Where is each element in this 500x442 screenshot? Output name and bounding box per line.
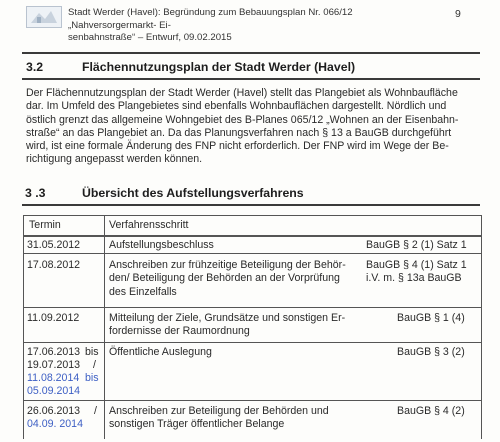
- header-line-2: senbahnstraße“ – Entwurf, 09.02.2015: [68, 32, 232, 43]
- section-rule-bottom: [22, 78, 480, 80]
- termin-date-amended: 11.08.2014: [27, 372, 80, 384]
- table-border: [481, 215, 482, 439]
- termin-connector: /: [94, 405, 97, 417]
- paragraph-line: wird, ist eine formale Änderung des FNP nicht erforderlich. Der FNP wird im Wege der Be-: [26, 140, 449, 153]
- running-header: [68, 7, 398, 45]
- page-number: 9: [455, 8, 461, 20]
- law-cell: [366, 259, 467, 286]
- city-logo: [26, 6, 62, 28]
- section-title: Flächennutzungsplan der Stadt Werder (Havel): [82, 60, 356, 74]
- column-header-termin: Termin: [29, 219, 61, 231]
- termin-connector: bis: [85, 346, 99, 358]
- fnp-paragraph: [26, 87, 488, 167]
- paragraph-line: dar. Im Umfeld des Plangebietes sind ebenfalls Wohnbauflächen dargestellt. Nördlich und: [26, 100, 447, 113]
- termin-date: 19.07.2013: [27, 359, 81, 371]
- table-column-rule: [104, 215, 105, 439]
- step-line: fordernisse der Raumordnung: [109, 325, 250, 338]
- step-cell: [109, 312, 345, 339]
- table-row-rule: [23, 307, 482, 308]
- section-number: 3 .3: [25, 186, 46, 200]
- step-line: Mitteilung der Ziele, Grundsätze und sonstigen Er-: [109, 312, 346, 324]
- paragraph-line: straße“ an das Plangebiet an. Da das Planungsverfahren nach § 13 a BauGB durchgeführt: [26, 126, 452, 139]
- termin-cell: 31.05.2012: [27, 239, 81, 251]
- termin-cell: 11.09.2012: [27, 312, 80, 324]
- paragraph-line: östlich grenzt das allgemeine Wohngebiet des B-Planes 065/12 „Wohnen an der Eisenbahn-: [26, 113, 459, 126]
- step-cell: Aufstellungsbeschluss: [109, 239, 214, 251]
- procedure-table: [23, 215, 482, 439]
- law-cell: BauGB § 2 (1) Satz 1: [366, 239, 467, 251]
- column-header-step: Verfahrensschritt: [109, 219, 189, 231]
- law-cell: BauGB § 4 (2): [397, 405, 465, 417]
- termin-date-amended: 05.09.2014: [27, 385, 81, 397]
- termin-date-amended: 04.09. 2014: [27, 418, 83, 430]
- table-border: [23, 215, 482, 216]
- step-line: des Einzelfalls: [109, 285, 177, 298]
- termin-date: 17.06.2013: [27, 346, 81, 358]
- header-line-1: Stadt Werder (Havel): Begründung zum Bebauungsplan Nr. 066/12 „Nahversorgermarkt- Ei-: [68, 7, 353, 31]
- step-line: Anschreiben zur frühzeitige Beteiligung der Behör-: [109, 259, 346, 271]
- table-row-rule: [23, 342, 482, 343]
- law-cell: BauGB § 1 (4): [397, 312, 465, 324]
- table-border: [23, 215, 24, 439]
- table-header-rule: [23, 235, 482, 237]
- paragraph-line: Der Flächennutzungsplan der Stadt Werder (Havel) stellt das Plangebiet als Wohnbaufläche: [26, 87, 458, 99]
- section-rule: [22, 204, 480, 206]
- table-row-rule: [23, 400, 482, 401]
- termin-cell: 17.08.2012: [27, 259, 81, 271]
- law-cell: BauGB § 3 (2): [397, 346, 465, 358]
- step-cell: [109, 259, 346, 299]
- termin-connector-amended: bis: [85, 372, 99, 384]
- section-title: Übersicht des Aufstellungsverfahrens: [82, 186, 304, 200]
- step-line: Anschreiben zur Beteiligung der Behörden und: [109, 405, 329, 417]
- section-number: 3.2: [26, 60, 44, 74]
- table-row-rule: [23, 253, 482, 254]
- termin-connector: /: [93, 359, 96, 371]
- law-line: BauGB § 4 (1) Satz 1: [366, 259, 467, 271]
- step-cell: Öffentliche Auslegung: [109, 346, 212, 358]
- step-cell: [109, 405, 329, 432]
- step-line: den/ Beteiligung der Behörden an der Vorprüfung: [109, 272, 340, 285]
- termin-date: 26.06.2013: [27, 405, 81, 417]
- law-line: i.V. m. § 13a BauGB: [366, 272, 462, 285]
- paragraph-line: richtigung angepasst werden können.: [26, 153, 203, 166]
- step-line: sonstigen Träger öffentlicher Belange: [109, 418, 285, 431]
- section-rule-top: [22, 52, 480, 54]
